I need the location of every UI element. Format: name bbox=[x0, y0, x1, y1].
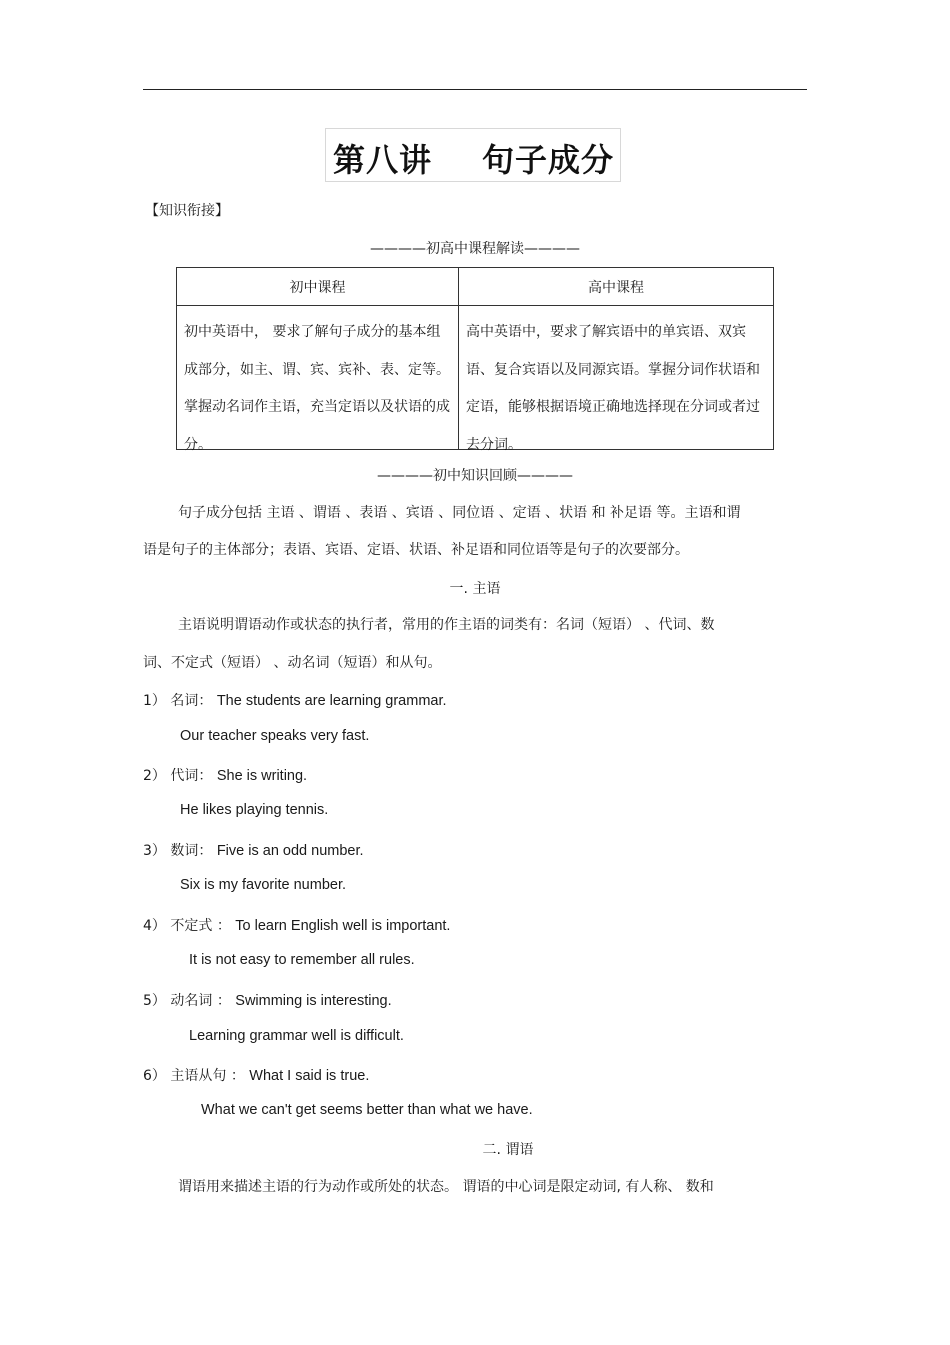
example-item bbox=[143, 840, 364, 860]
example-sentence: It is not easy to remember all rules. bbox=[189, 952, 415, 968]
heading-subject: 一. 主语 bbox=[449, 581, 501, 597]
example-item bbox=[143, 765, 307, 785]
intro-line-2: 语是句子的主体部分；表语、宾语、定语、状语、补足语和同位语等是句子的次要部分。 bbox=[143, 542, 689, 558]
intro-line-1: 句子成分包括 主语 、谓语 、表语 、宾语 、同位语 、定语 、状语 和 补足语 等。主语和谓 bbox=[178, 505, 741, 521]
subject-desc-line-2: 词、不定式（短语） 、动名词（短语）和从句。 bbox=[143, 655, 442, 671]
example-label: 代词： bbox=[170, 768, 213, 784]
example-item bbox=[143, 1065, 369, 1085]
course-comparison-table bbox=[176, 267, 774, 453]
heading-predicate: 二. 谓语 bbox=[482, 1142, 534, 1158]
example-sentence: He likes playing tennis. bbox=[180, 802, 329, 818]
example-sentence: Learning grammar well is difficult. bbox=[189, 1028, 404, 1044]
subject-desc-line-1: 主语说明谓语动作或状态的执行者，常用的作主语的词类有：名词（短语） 、代词、数 bbox=[178, 617, 715, 633]
page-title bbox=[333, 135, 614, 181]
example-item bbox=[143, 915, 450, 935]
example-label: 数词： bbox=[170, 843, 213, 859]
example-sentence: Five is an odd number. bbox=[216, 843, 364, 859]
example-label: 名词： bbox=[170, 693, 213, 709]
section-tag: 【知识衔接】 bbox=[145, 203, 229, 219]
example-sentence: Swimming is interesting. bbox=[235, 993, 392, 1009]
example-label: 不定式 ： bbox=[170, 918, 231, 934]
divider-junior-review: ————初中知识回顾———— bbox=[377, 468, 573, 484]
example-sentence: Six is my favorite number. bbox=[180, 877, 346, 893]
example-sentence: What we can't get seems better than what we have. bbox=[201, 1102, 533, 1118]
example-number: 6） bbox=[143, 1068, 166, 1084]
table-cell-junior-text: 初中英语中， 要求了解句子成分的基本组成部分，如主、谓、宾、宾补、表、定等。掌握动名词作主语，充当定语以及状语的成分。 bbox=[184, 324, 450, 453]
predicate-desc: 谓语用来描述主语的行为动作或所处的状态。 谓语的中心词是限定动词, 有人称、 数和 bbox=[178, 1179, 714, 1195]
example-item bbox=[143, 690, 447, 710]
example-number: 1） bbox=[143, 693, 166, 709]
example-sentence: She is writing. bbox=[216, 768, 308, 784]
table-cell-junior bbox=[177, 306, 459, 453]
header-rule bbox=[143, 89, 807, 90]
example-sentence: The students are learning grammar. bbox=[216, 693, 447, 709]
title-part2: 句子成分 bbox=[482, 141, 615, 179]
table-cell-senior bbox=[459, 306, 774, 453]
title-part1: 第八讲 bbox=[333, 141, 433, 179]
divider-course-reading: ————初高中课程解读———— bbox=[370, 241, 580, 257]
example-number: 3） bbox=[143, 843, 166, 859]
example-label: 主语从句 ： bbox=[170, 1068, 245, 1084]
table-header-senior: 高中课程 bbox=[459, 268, 774, 306]
example-sentence: What I said is true. bbox=[249, 1068, 370, 1084]
table-cell-senior-text: 高中英语中，要求了解宾语中的单宾语、双宾语、复合宾语以及同源宾语。掌握分词作状语和定语，能够根据语境正确地选择现在分词或者过去分词。 bbox=[466, 324, 760, 453]
example-number: 5） bbox=[143, 993, 166, 1009]
example-number: 2） bbox=[143, 768, 166, 784]
example-number: 4） bbox=[143, 918, 166, 934]
example-sentence: Our teacher speaks very fast. bbox=[180, 728, 370, 744]
example-sentence: To learn English well is important. bbox=[235, 918, 451, 934]
example-item bbox=[143, 990, 392, 1010]
example-label: 动名词 ： bbox=[170, 993, 231, 1009]
table-header-junior: 初中课程 bbox=[177, 268, 459, 306]
